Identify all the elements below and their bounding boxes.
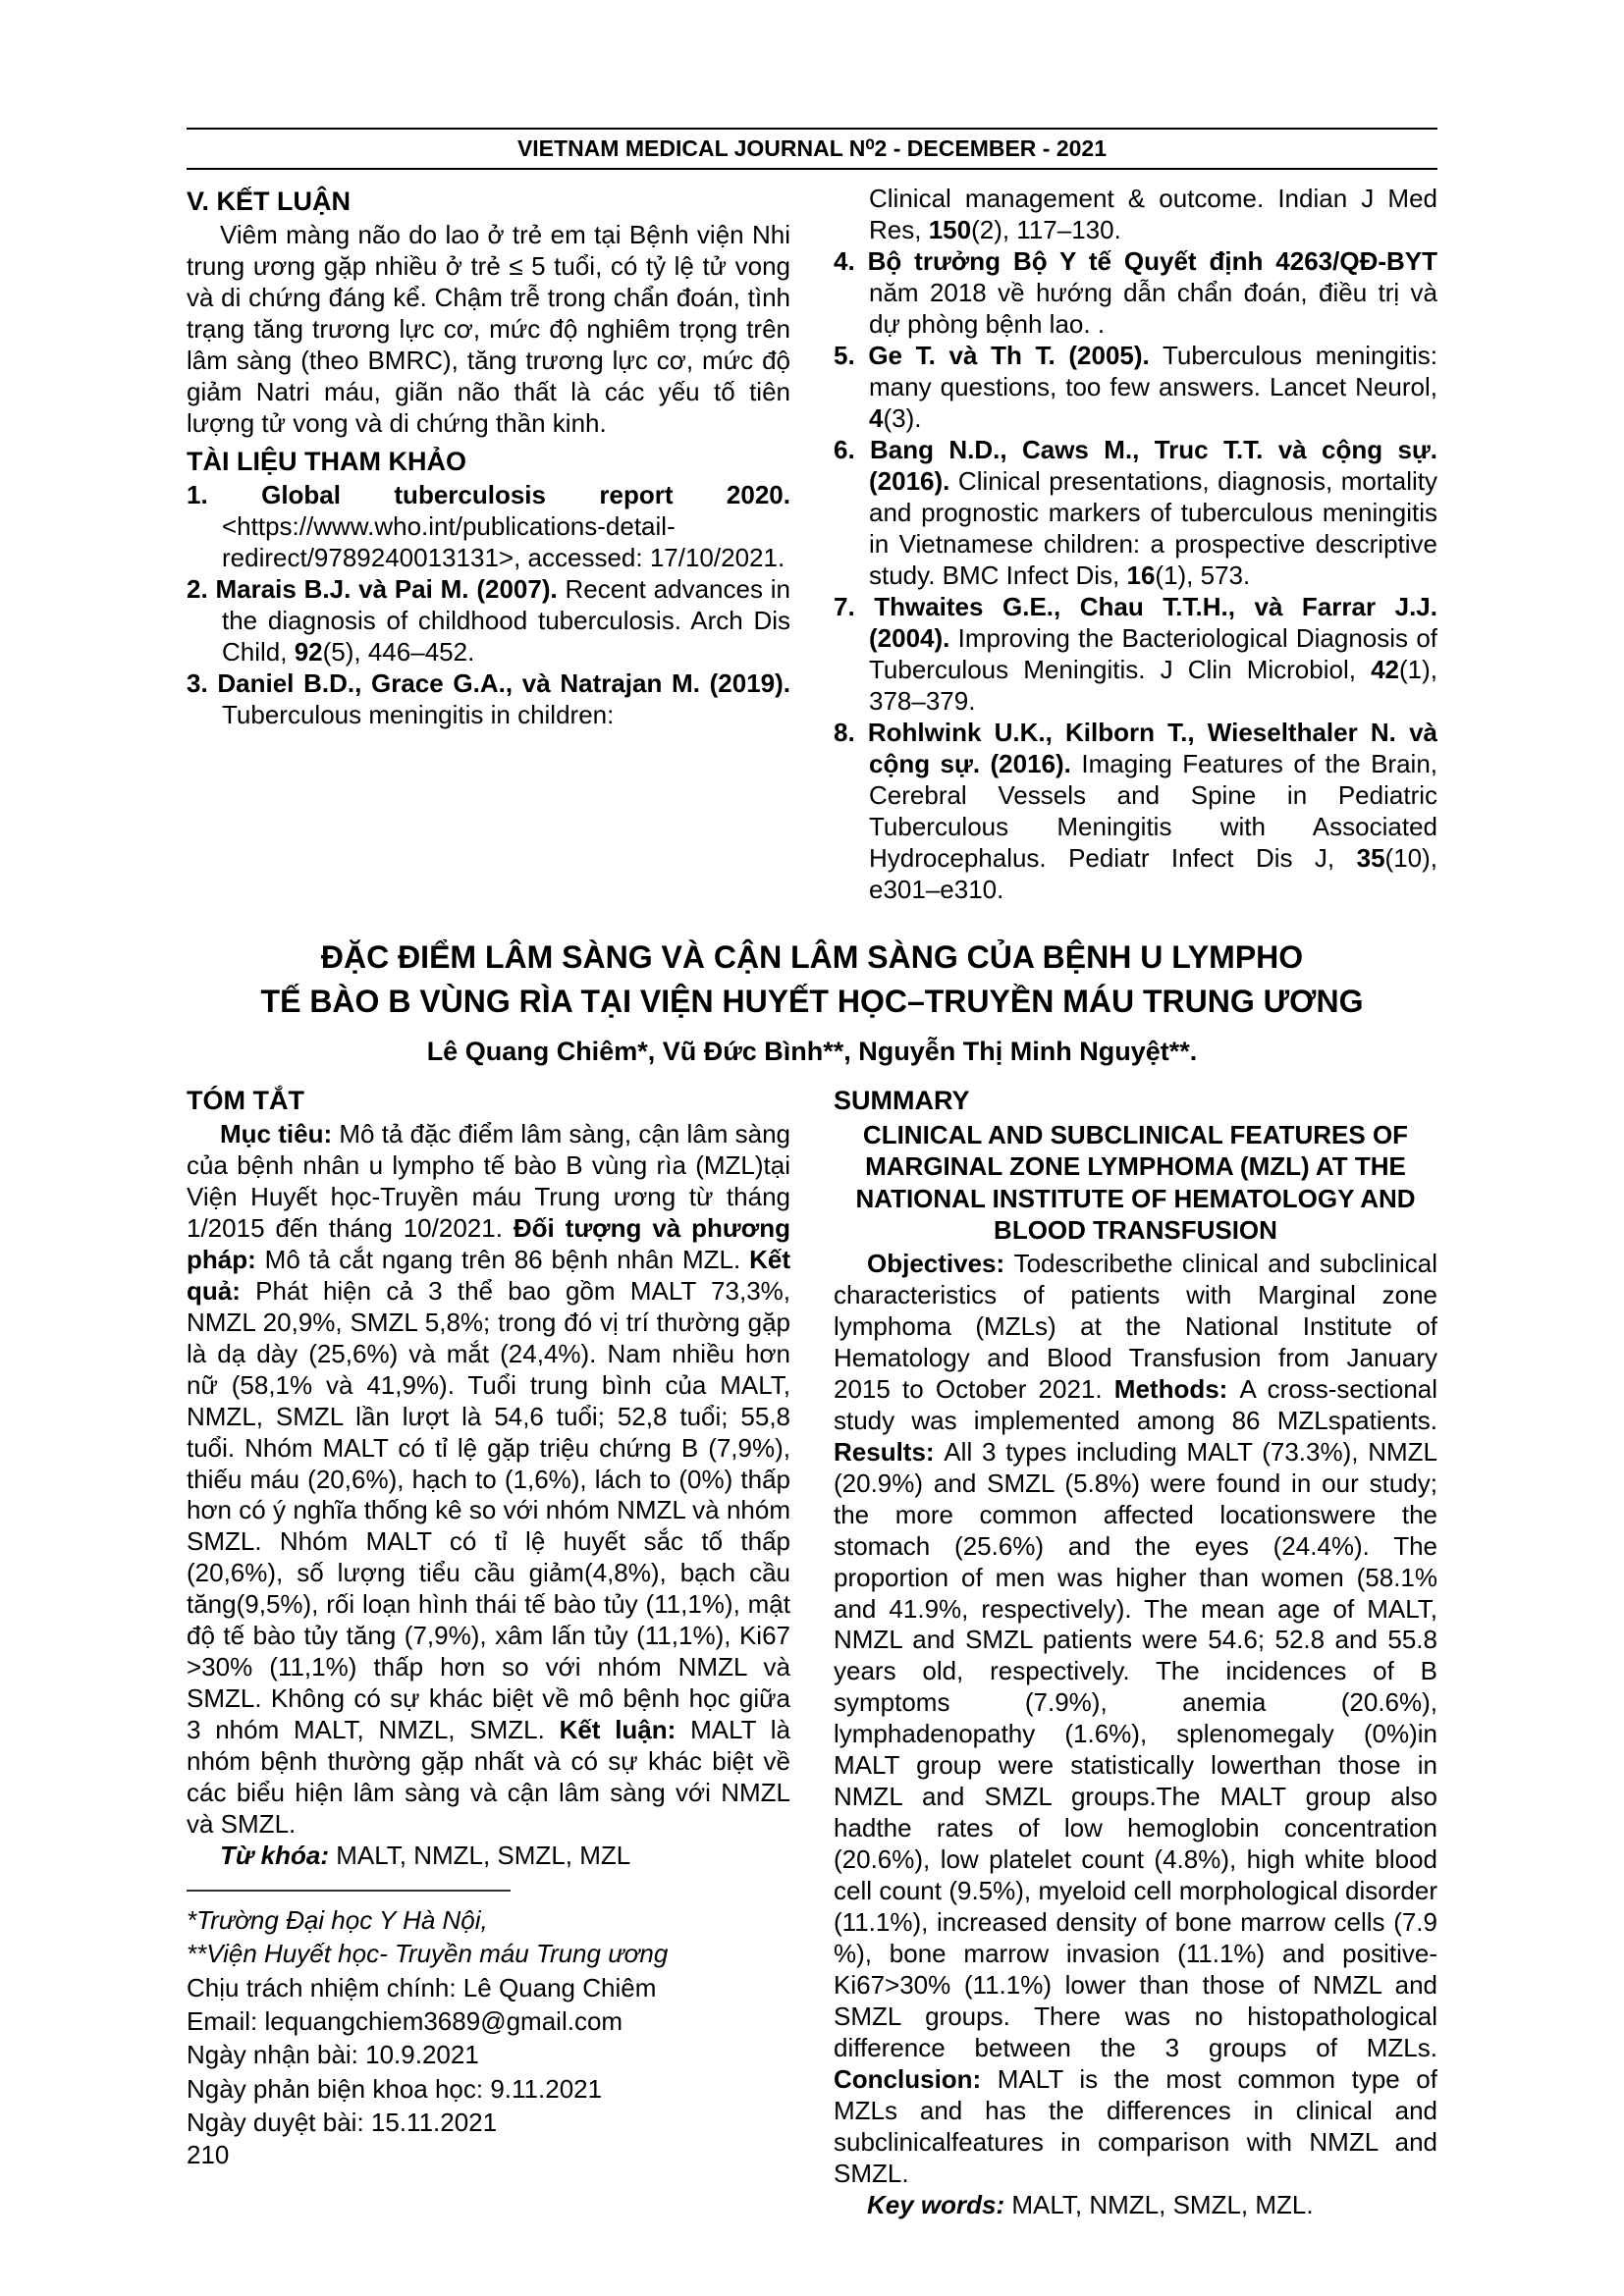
- abstract-column: [187, 1083, 790, 2140]
- reference-8: 8. Rohlwink U.K., Kilborn T., Wieselthaler N. và cộng sự. (2016). Imaging Features of the Brain, Cerebral Vessels and Spine in Pediatric Tuberculous Meningitis with Associated Hydrocephalus. Pediatr Infect Dis J, 35(10), e301–e310.: [834, 717, 1438, 904]
- reference-4: 4. Bộ trưởng Bộ Y tế Quyết định 4263/QĐ-BYT năm 2018 về hướng dẫn chẩn đoán, điều trị và dự phòng bệnh lao. .: [834, 246, 1437, 340]
- footnote-reviewed-date: Ngày phản biện khoa học: 9.11.2021: [187, 2073, 603, 2104]
- conclusion-paragraph: Viêm màng não do lao ở trẻ em tại Bệnh viện Nhi trung ương gặp nhiều ở trẻ ≤ 5 tuổi, có tỷ lệ tử vong và di chứng đáng kể. Chậm trễ trong chẩn đoán, tình trạng tăng trương lực cơ, mức độ nghiêm trọng trên lâm sàng (theo BMRC), tăng trương lực cơ, mức độ giảm Natri máu, giãn não thất là các yếu tố tiên lượng tử vong và di chứng thần kinh.: [187, 220, 790, 439]
- article-title-line-1: ĐẶC ĐIỂM LÂM SÀNG VÀ CẬN LÂM SÀNG CỦA BỆNH U LYMPHO: [320, 938, 1304, 975]
- footnote-affiliation-1: *Trường Đại học Y Hà Nội,: [187, 1905, 488, 1936]
- abstract-keywords: Từ khóa: MALT, NMZL, SMZL, MZL: [220, 1841, 631, 1871]
- abstract-paragraph: Mục tiêu: Mô tả đặc điểm lâm sàng, cận lâm sàng của bệnh nhân u lympho tế bào B vùng rìa (MZL)tại Viện Huyết học-Truyền máu Trung ương từ tháng 1/2015 đến tháng 10/2021. Đối tượng và phương pháp: Mô tả cắt ngang trên 86 bệnh nhân MZL. Kết quả: Phát hiện cả 3 thể bao gồm MALT 73,3%, NMZL 20,9%, SMZL 5,8%; trong đó vị trí thường gặp là dạ dày (25,6%) và mắt (24,4%). Nam nhiều hơn nữ (58,1% và 41,9%). Tuổi trung bình của MALT, NMZL, SMZL lần lượt là 54,6 tuổi; 52,8 tuổi; 55,8 tuổi. Nhóm MALT có tỉ lệ gặp triệu chứng B (7,9%), thiếu máu (20,6%), hạch to (1,6%), lách to (0%) thấp hơn có ý nghĩa thống kê so với nhóm NMZL và nhóm SMZL. Nhóm MALT có tỉ lệ huyết sắc tố thấp (20,6%), số lượng tiểu cầu giảm(4,8%), bạch cầu tăng(9,5%), rối loạn hình thái tế bào tủy (11,1%), mật độ tế bào tủy tăng (7,9%), xâm lấn tủy (11,1%), Ki67 >30% (11,1%) thấp hơn so với nhóm NMZL và SMZL. Không có sự khác biệt về mô bệnh học giữa 3 nhóm MALT, NMZL, SMZL. Kết luận: MALT là nhóm bệnh thường gặp nhất và có sự khác biệt về các biểu hiện lâm sàng và cận lâm sàng với NMZL và SMZL.: [187, 1118, 790, 1840]
- article-authors: Lê Quang Chiêm*, Vũ Đức Bình**, Nguyễn Thị Minh Nguyệt**.: [426, 1037, 1198, 1067]
- footnote-accepted-date: Ngày duyệt bài: 15.11.2021: [187, 2107, 498, 2137]
- footnote-email: Email: lequangchiem3689@gmail.com: [187, 2006, 623, 2037]
- top-right-column: [834, 184, 1437, 905]
- journal-header-title: VIETNAM MEDICAL JOURNAL N⁰2 - DECEMBER - 2021: [516, 135, 1108, 161]
- footnote-block: [187, 1890, 790, 2139]
- footnote-divider: [187, 1890, 511, 1892]
- article-title-block: [187, 935, 1437, 1069]
- reference-2: 2. Marais B.J. và Pai M. (2007). Recent advances in the diagnosis of childhood tuberculosis. Arch Dis Child, 92(5), 446–452.: [187, 574, 790, 667]
- footnote-corresponding-author: Chịu trách nhiệm chính: Lê Quang Chiêm: [187, 1972, 657, 2002]
- reference-3: 3. Daniel B.D., Grace G.A., và Natrajan M. (2019). Tuberculous meningitis in children:: [187, 668, 790, 730]
- abstract-heading: TÓM TẮT: [187, 1085, 304, 1115]
- summary-column: [834, 1083, 1437, 2221]
- reference-6: 6. Bang N.D., Caws M., Truc T.T. và cộng sự. (2016). Clinical presentations, diagnosis, mortality and prognostic markers of tuberculous meningitis in Vietnamese children: a prospective descriptive study. BMC Infect Dis, 16(1), 573.: [834, 435, 1437, 590]
- reference-3-continuation: Clinical management & outcome. Indian J Med Res, 150(2), 117–130.: [869, 184, 1437, 245]
- top-left-column: [187, 184, 790, 731]
- summary-paragraph: Objectives: Todescribethe clinical and subclinical characteristics of patients with Marginal zone lymphoma (MZLs) at the National Institute of Hematology and Blood Transfusion from January 2015 to October 2021. Methods: A cross-sectional study was implemented among 86 MZLspatients. Results: All 3 types including MALT (73.3%), NMZL (20.9%) and SMZL (5.8%) were found in our study; the more common affected locationswere the stomach (25.6%) and the eyes (24.4%). The proportion of men was higher than women (58.1% and 41.9%, respectively). The mean age of MALT, NMZL and SMZL patients were 54.6; 52.8 and 55.8 years old, respectively. The incidences of B symptoms (7.9%), anemia (20.6%), lymphadenopathy (1.6%), splenomegaly (0%)in MALT group were statistically lowerthan those in NMZL and SMZL groups.The MALT group also hadthe rates of low hemoglobin concentration (20.6%), low platelet count (4.8%), high white blood cell count (9.5%), myeloid cell morphological disorder (11.1%), increased density of bone marrow cells (7.9 %), bone marrow invasion (11.1%) and positive-Ki67>30% (11.1%) lower than those of NMZL and SMZL groups. There was no histopathological difference between the 3 groups of MZLs. Conclusion: MALT is the most common type of MZLs and has the differences in clinical and subclinicalfeatures in comparison with NMZL and SMZL.: [834, 1248, 1438, 2188]
- journal-header: [187, 128, 1437, 170]
- abstract-summary-section: [187, 1083, 1437, 2221]
- footnote-received-date: Ngày nhận bài: 10.9.2021: [187, 2040, 479, 2070]
- conclusion-heading: V. KẾT LUẬN: [187, 187, 352, 217]
- reference-7: 7. Thwaites G.E., Chau T.T.H., và Farrar J.J. (2004). Improving the Bacteriological Diagnosis of Tuberculous Meningitis. J Clin Microbiol, 42(1), 378–379.: [834, 591, 1437, 716]
- summary-keywords: Key words: MALT, NMZL, SMZL, MZL.: [867, 2189, 1314, 2219]
- references-heading: TÀI LIỆU THAM KHẢO: [187, 447, 466, 477]
- summary-heading: SUMMARY: [834, 1085, 970, 1115]
- article-title-line-2: TẾ BÀO B VÙNG RÌA TẠI VIỆN HUYẾT HỌC–TRUYỀN MÁU TRUNG ƯƠNG: [260, 984, 1364, 1019]
- footnote-affiliation-2: **Viện Huyết học- Truyền máu Trung ương: [187, 1939, 669, 1969]
- previous-article-end-section: [187, 184, 1437, 905]
- reference-1: 1. Global tuberculosis report 2020. <https://www.who.int/publications-detail-redirect/9789240013131>, accessed: 17/10/2021.: [187, 480, 790, 573]
- reference-5: 5. Ge T. và Th T. (2005). Tuberculous meningitis: many questions, too few answers. Lancet Neurol, 4(3).: [834, 341, 1437, 434]
- summary-english-title: CLINICAL AND SUBCLINICAL FEATURES OF MARGINAL ZONE LYMPHOMA (MZL) AT THE NATIONAL INSTITUTE OF HEMATOLOGY AND BLOOD TRANSFUSION: [855, 1119, 1416, 1246]
- page-number: 210: [187, 2140, 230, 2169]
